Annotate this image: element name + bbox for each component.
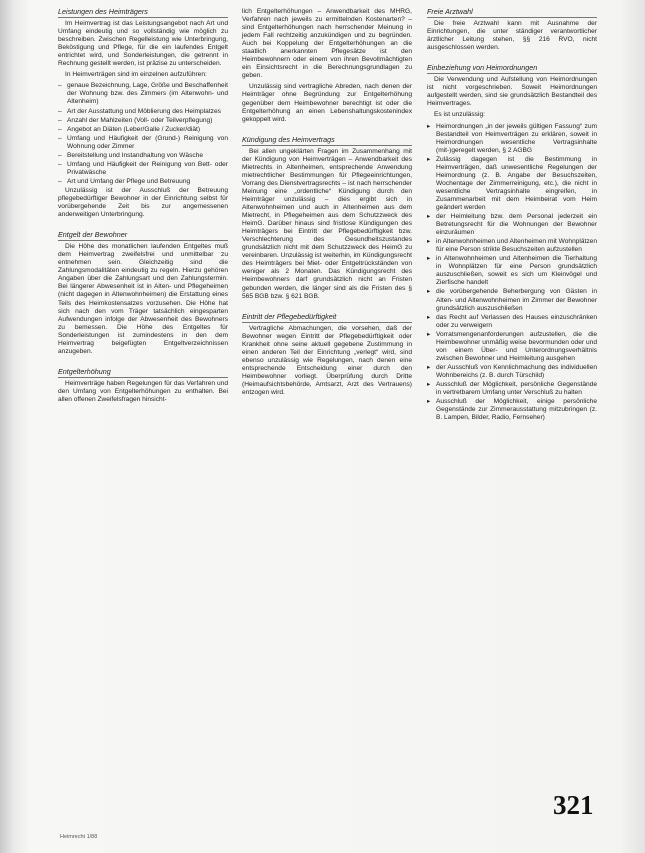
section-heading: Einbeziehung von Heimordnungen	[427, 64, 597, 74]
bullet-marker: –	[58, 116, 62, 124]
bullet-marker: –	[58, 107, 62, 115]
column-middle	[242, 8, 412, 400]
bullet-marker: –	[58, 177, 62, 185]
list-item: ▸ Zulässig dagegen ist die Bestimmung in Heimverträgen, daß unwesentliche Regelungen der Heimordnung (z. B. Angabe der Besuchszeiten, Wochentage der Zimmerreinigung, etc.), die nicht in wesentliche Vertragsinhalte eingreifen, in Zusammenarbeit mit dem Heimbeirat vom Heim geändert werden	[427, 155, 597, 211]
list-item: – Bereitstellung und Instandhaltung von Wäsche	[58, 151, 203, 159]
column-left	[58, 8, 228, 407]
list-item: ▸ das Recht auf Verlassen des Hauses einzuschränken oder zu verweigern	[427, 313, 597, 329]
paragraph: Die Verwendung und Aufstellung von Heimordnungen ist nicht vorgeschrieben. Soweit Heimordnungen aufgestellt werden, sind sie grundsätzlich Bestandteil des Heimvertrages.	[427, 76, 597, 108]
triangle-bullet-icon: ▸	[427, 288, 431, 296]
list-item: – Art und Umfang der Pflege und Betreuung	[58, 177, 191, 185]
service-list	[58, 82, 228, 186]
triangle-bullet-icon: ▸	[427, 380, 431, 388]
paragraph: Heimverträge haben Regelungen für das Verfahren und den Umfang von Entgelterhöhungen zu enthalten. Bei allen offenen Zweifelsfragen hinsicht-	[58, 379, 228, 403]
section-heading: Entgelterhöhung	[58, 368, 228, 378]
paragraph: Es ist unzulässig:	[434, 111, 485, 119]
list-item: – Umfang und Häufigkeit der Reinigung von Bett- oder Privatwäsche	[58, 160, 228, 176]
paragraph: Unzulässig sind vertragliche Abreden, nach denen der Heimträger ohne Begründung zur Entgelterhöhung gegenüber dem Heimbewohner berechtigt ist oder die Entgelterhöhung an einen Lebenshaltungskostenindex gekoppelt wird.	[242, 83, 412, 123]
list-item: – Angebot an Diäten (Leber/Galle / Zucker/diät)	[58, 125, 201, 133]
list-item: – genaue Bezeichnung, Lage, Größe und Beschaffenheit der Wohnung bzw. des Zimmers (im Altenwohn- und Altenheim)	[58, 82, 228, 106]
bullet-marker: –	[58, 134, 62, 142]
paragraph: Vertragliche Abmachungen, die vorsehen, daß der Bewohner wegen Eintritt der Pflegebedürftigkeit oder Krankheit ohne seine aktuell gegebene Zustimmung in einen anderen Teil der Einrichtung „verlegt“ wird, sind ebenso unzulässig wie Regelungen, nach denen eine entsprechende Entscheidung einer durch den Heimbewohner vorliegt. Überprüfung durch Dritte (Heimaufsichtsbehörde, Amtsarzt, Arzt des Vertrauens) entzogen wird.	[242, 324, 412, 397]
list-item: ▸ der Heimleitung bzw. dem Personal jederzeit ein Betretungsrecht für die Wohnungen der Bewohner einzuräumen	[427, 213, 597, 237]
list-item: ▸ in Altenwohnheimen und Altenheimen mit Wohnplätzen für eine Person strikte Besuchszeiten aufzustellen	[427, 238, 597, 254]
list-item: ▸ Heimordnungen „in der jeweils gültigen Fassung“ zum Bestandteil von Heimverträgen zu erklären, soweit in Heimordnungen wesentliche Vertragsinhalte (mit-)geregelt werden, § 2 AGBG	[427, 122, 597, 154]
list-item: ▸ die vorübergehende Beherbergung von Gästen in Alten- und Altenwohnheimen im Zimmer der Bewohner grundsätzlich auszuschließen	[427, 288, 597, 312]
bullet-marker: –	[58, 151, 62, 159]
paragraph: Unzulässig ist der Ausschluß der Betreuung pflegebedürftiger Bewohner in der Einrichtung selbst für vorübergehende Zeit bis zur angemessenen anderweitigen Unterbringung.	[58, 186, 228, 219]
triangle-bullet-icon: ▸	[427, 330, 431, 338]
list-item: – Art der Ausstattung und Möblierung des Heimplatzes	[58, 107, 221, 115]
paragraph: In Heimverträgen sind im einzelnen aufzuführen:	[65, 71, 207, 79]
column-right	[427, 8, 597, 423]
triangle-bullet-icon: ▸	[427, 363, 431, 371]
triangle-bullet-icon: ▸	[427, 255, 431, 263]
paragraph: Die Höhe des monatlichen laufenden Entgeltes muß dem Heimvertrag zweifelsfrei und unmittelbar zu entnehmen sein. Gleichzeitig sind die Zahlungsmodalitäten eindeutig zu regeln. Hierzu gehören Angaben über die Zahlungsart und den Zahlungstermin. Bei längerer Abwesenheit ist in Alten- und Pflegeheimen (nicht dagegen in Altenwohnheimen) die Erstattung eines Teils des Heimkostensatzes vorzusehen. Die Höhe hat sich nach den vom Träger tatsächlich eingesparten Aufwendungen infolge der Abwesenheit des Bewohners zu bemessen. Die Höhe des Entgeltes für Sonderleistungen ist zumindestens in den dem Heimvertrag beigefügten Entgeltverzeichnissen anzugeben.	[58, 243, 228, 355]
list-item: ▸ Ausschluß der Möglichkeit, einige persönliche Gegenstände zur Zimmerausstattung mitzubringen (z. B. Lampen, Bilder, Radio, Fernseher)	[427, 398, 597, 422]
paragraph: lich Entgelterhöhungen – Anwendbarkeit des MHRG, Verfahren nach jeweils zu ermittelnden Kostenarten? – sind Entgelterhöhungen nach herrschender Meinung in jedem Fall rechtzeitig anzukündigen und zu begründen. Auch bei Koppelung der Entgelterhöhungen an die staatlich anerkannten Pflegesätze ist den Heimbewohnern oder einem von ihren Bevollmächtigten ein Einsichtsrecht in die Berechnungsgrundlagen zu geben.	[242, 8, 412, 80]
triangle-bullet-icon: ▸	[427, 213, 431, 221]
section-heading: Kündigung des Heimvertrags	[242, 136, 412, 146]
section-heading: Eintritt der Pflegebedürftigkeit	[242, 313, 412, 323]
section-heading: Freie Arztwahl	[427, 8, 597, 18]
list-item: ▸ Vorratsmengenanforderungen aufzustellen, die die Heimbewohner unmäßig weise bevormunden oder und von einem Über- und Unterordnungsverhältnis zwischen Bewohner und Heimleitung ausgehen	[427, 330, 597, 362]
bullet-marker: –	[58, 82, 62, 90]
page-number: 321	[553, 790, 594, 820]
bullet-marker: –	[58, 125, 62, 133]
paragraph: Die freie Arztwahl kann mit Ausnahme der Einrichtungen, die unter ständiger verantwortlicher ärztlicher Leitung stehen, §§ 216 RVO, nicht ausgeschlossen werden.	[427, 20, 597, 52]
paragraph: Bei allen ungeklärten Fragen im Zusammenhang mit der Kündigung von Heimverträgen – Anwendbarkeit des Mietrechts in Altenheimen, entsprechende Anwendung mietrechtlicher Bestimmungen für Pflegeeinrichtungen, Vorrang des Dienstvertragsrechts – ist nach herrschender Meinung eine „ordentliche“ Kündigung durch den Heimträger unzulässig – dies ergibt sich in Altenwohnheimen und auch in Altenheimen aus dem Mietrecht, in Pflegeheimen aus dem Schutzzweck des HeimG. Darüber hinaus sind fristlose Kündigungen des Heimträgers bei Eintritt der Pflegebedürftigkeit bzw. Verschlechterung des Gesundheitszustandes grundsätzlich nicht mit dem Schutzzweck des HeimG zu vereinbaren. Unzulässig ist weiterhin, im Kündigungsrecht des Heimträgers bei Miet- oder Entgeltrückständen von weniger als 2 Monaten. Das Kündigungsrecht des Heimbewohners darf grundsätzlich nicht an Fristen gebunden werden, die länger sind als die Fristen des § 565 BGB bzw. § 621 BGB.	[242, 147, 412, 300]
section-heading: Leistungen des Heimträgers	[58, 8, 228, 18]
triangle-bullet-icon: ▸	[427, 398, 431, 406]
list-item: – Umfang und Häufigkeit der (Grund-) Reinigung von Wohnung oder Zimmer	[58, 134, 228, 150]
triangle-bullet-icon: ▸	[427, 313, 431, 321]
triangle-bullet-icon: ▸	[427, 238, 431, 246]
triangle-bullet-icon: ▸	[427, 122, 431, 130]
list-item: ▸ der Ausschluß von Kennlichmachung des individuellen Wohnbereichs (z. B. durch Türschild)	[427, 363, 597, 379]
paragraph: Im Heimvertrag ist das Leistungsangebot nach Art und Umfang eindeutig und so vollständig wie möglich zu beschreiben. Zwischen Regelleistung wie Unterbringung, Beköstigung und Pflege, für die ein laufendes Entgelt entrichtet wird, und Sonderleistungen, die getrennt in Rechnung gestellt werden, ist präzise zu unterscheiden.	[58, 20, 228, 68]
list-item: – Anzahl der Mahlzeiten (Voll- oder Teilverpflegung)	[58, 116, 213, 124]
list-item: ▸ in Altenwohnheimen und Altenheimen die Tierhaltung in Wohnplätzen für eine Person grundsätzlich auszuschließen, soweit es sich um Kleinvögel und Zierfische handelt	[427, 255, 597, 287]
list-item: ▸ Ausschluß der Möglichkeit, persönliche Gegenstände in vertretbarem Umfang unter Verschluß zu halten	[427, 380, 597, 397]
bullet-marker: –	[58, 160, 62, 168]
triangle-bullet-icon: ▸	[427, 155, 431, 163]
prohibition-list	[427, 123, 597, 423]
section-heading: Entgelt der Bewohner	[58, 231, 228, 241]
page-footer: Heimrecht 1/88	[60, 834, 98, 840]
